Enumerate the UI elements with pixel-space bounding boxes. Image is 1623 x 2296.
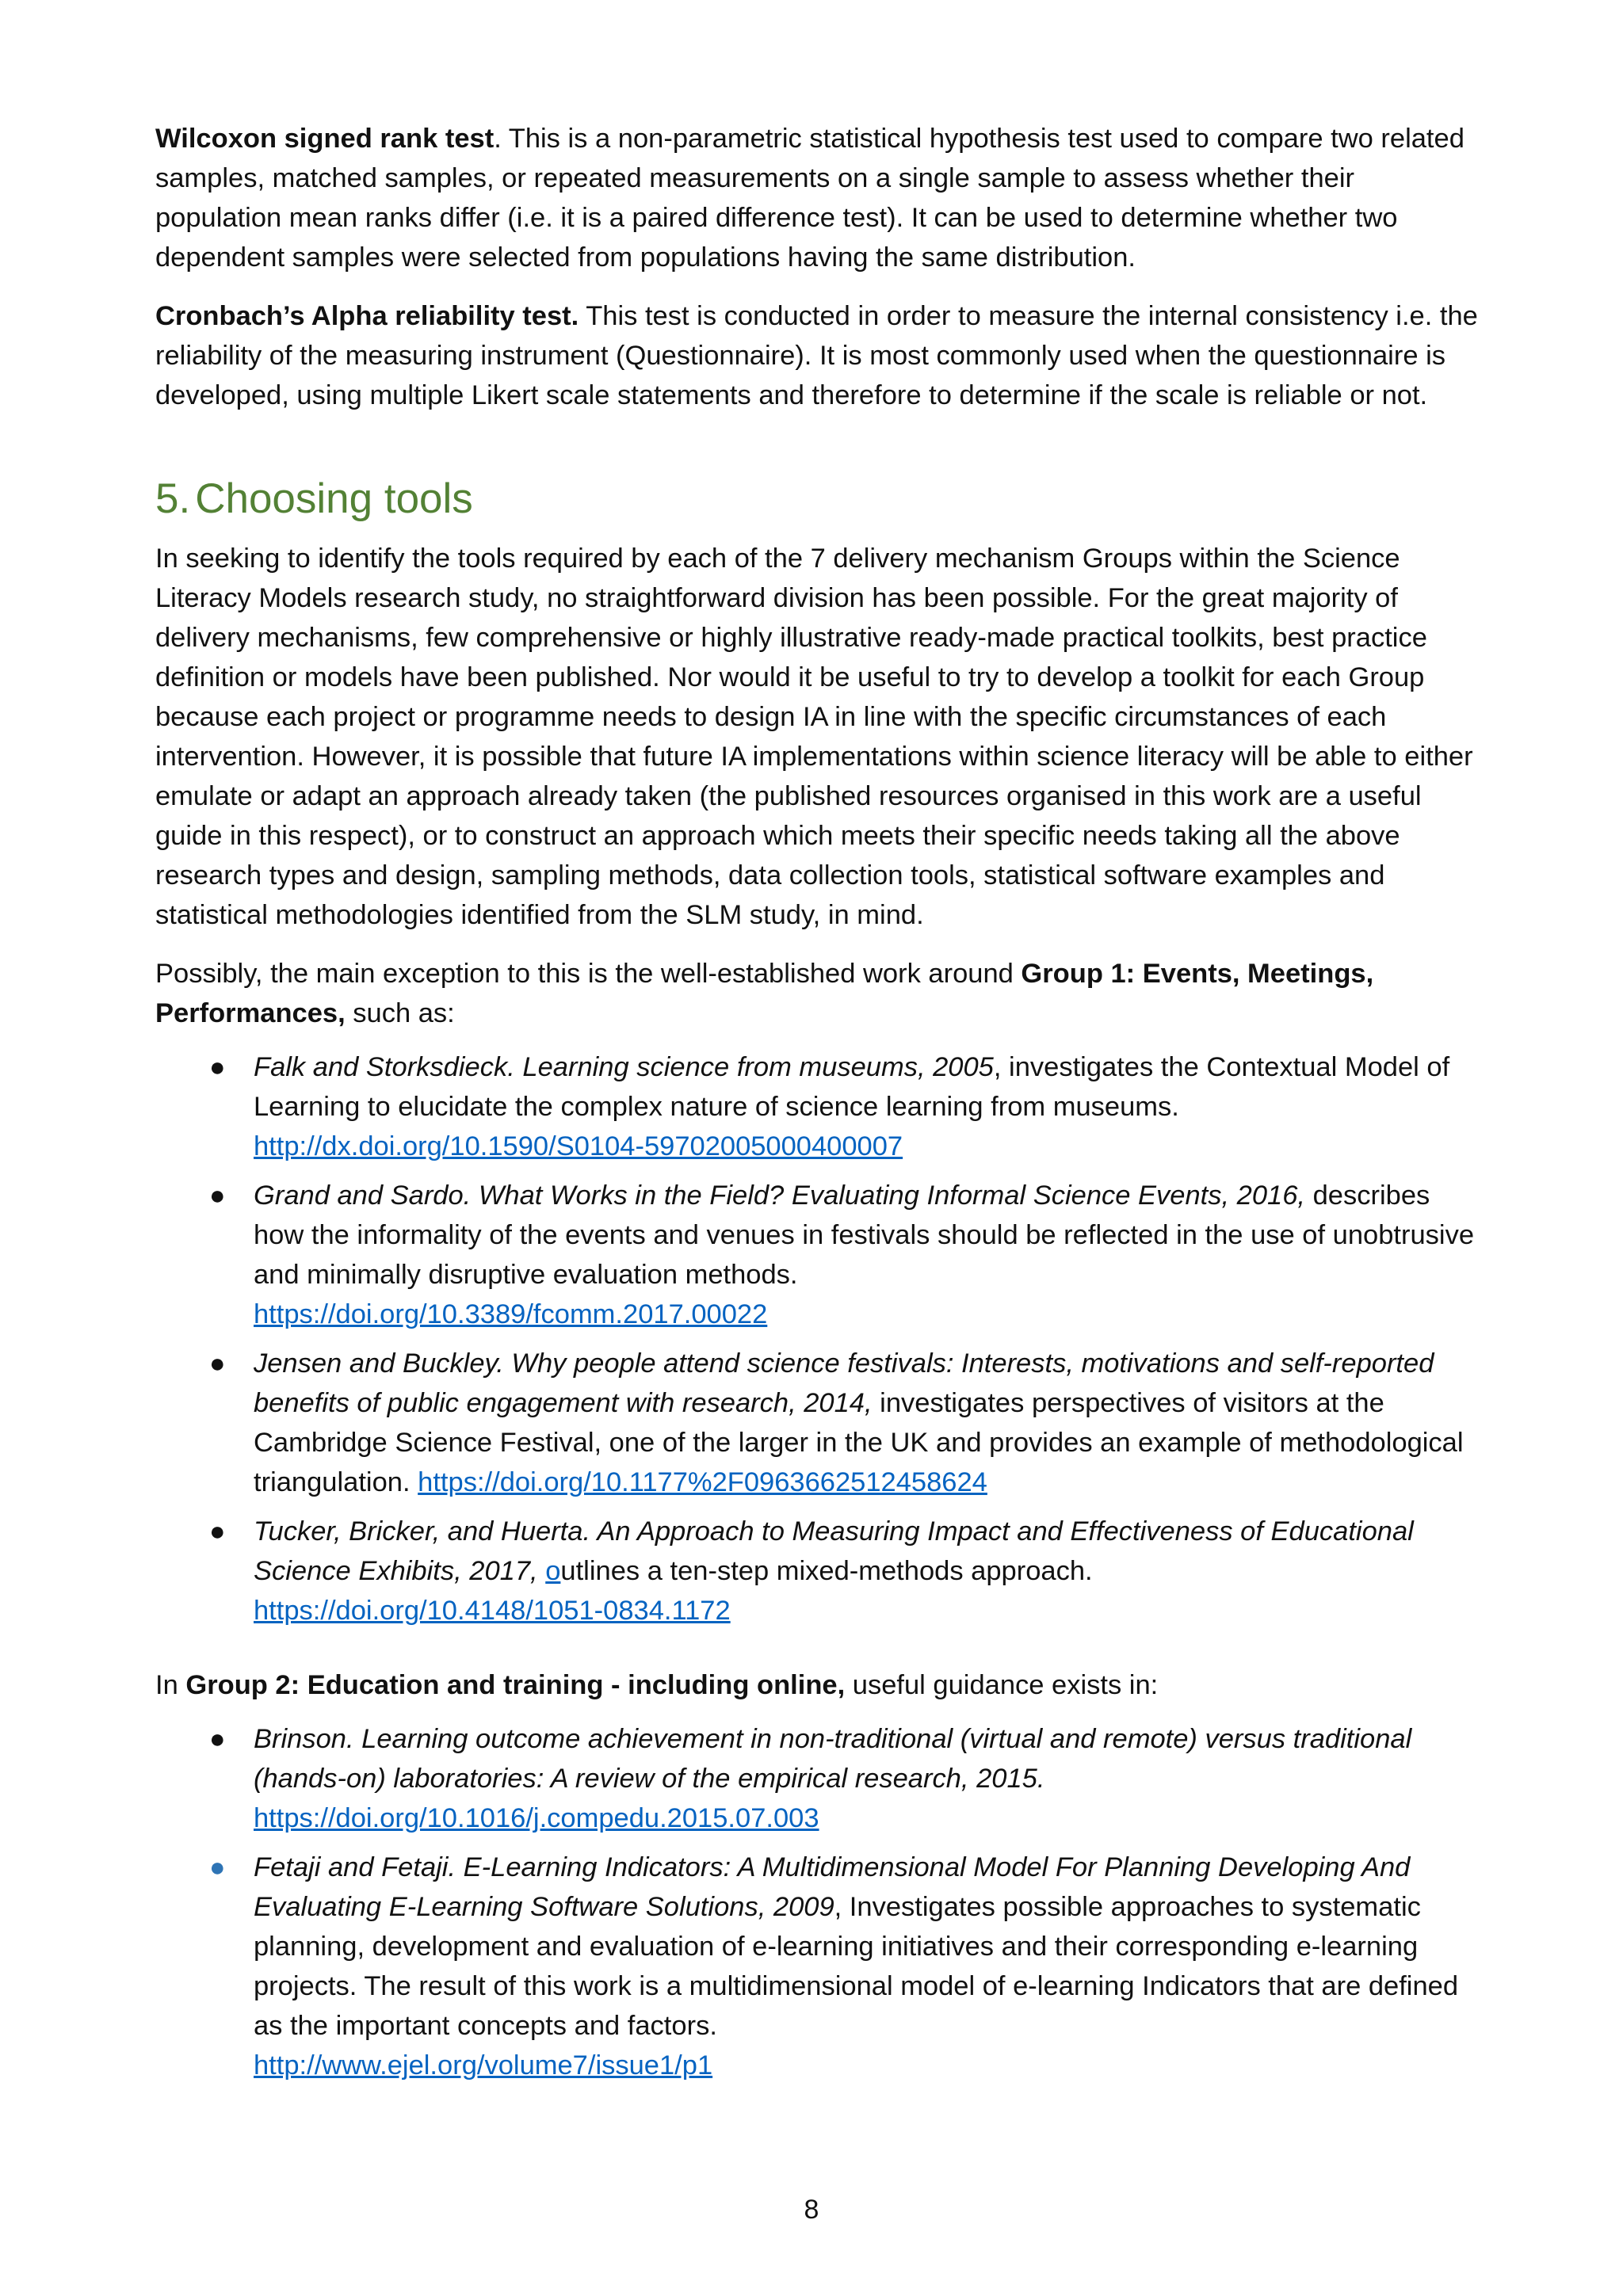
list-item [155,1176,1487,1334]
bullet-icon: ● [209,1516,226,1547]
group1-intro [155,954,1487,1033]
group1-intro-before: Possibly, the main exception to this is the well-established work around [155,959,1022,989]
reference-description: , investigates the Contextual Model of Learning to elucidate the complex nature of science learning from museums. [254,1052,1450,1122]
bullet-icon: ● [209,1052,226,1082]
reference-citation: Tucker, Bricker, and Huerta. An Approach to Measuring Impact and Effectiveness of Educational Science Exhibits, 2017, [254,1516,1414,1586]
list-item [155,1512,1487,1630]
group2-intro [155,1665,1487,1705]
group2-intro-bold: Group 2: Education and training - including online, [185,1670,846,1700]
group1-reference-list [155,1047,1487,1630]
reference-citation: Grand and Sardo. What Works in the Field? Evaluating Informal Science Events, 2016, [254,1180,1306,1211]
section-number: 5. [155,475,191,522]
wilcoxon-paragraph [155,119,1487,277]
list-item [155,1848,1487,2085]
bullet-icon: ● [209,1724,226,1754]
cronbach-paragraph [155,296,1487,415]
reference-citation: Brinson. Learning outcome achievement in non-traditional (virtual and remote) versus traditional (hands-on) laboratories: A review of the empirical research, 2015. [254,1724,1412,1794]
reference-description: utlines a ten-step mixed-methods approach. [560,1556,1093,1586]
inline-link-letter[interactable]: o [545,1556,561,1586]
reference-link[interactable]: http://www.ejel.org/volume7/issue1/p1 [254,2050,713,2081]
reference-description: describes how the informality of the events and venues in festivals should be reflected in the use of unobtrusive and minimally disruptive evaluation methods. [254,1180,1475,1290]
cronbach-term: Cronbach’s Alpha reliability test. [155,301,579,331]
reference-citation: Falk and Storksdieck. Learning science from museums, 2005 [254,1052,994,1082]
bullet-icon: ● [209,1852,226,1882]
reference-link[interactable]: http://dx.doi.org/10.1590/S0104-59702005000400007 [254,1131,903,1161]
wilcoxon-text: . This is a non-parametric statistical hypothesis test used to compare two related samples, matched samples, or repeated measurements on a single sample to assess whether their population mean ranks differ (i.e. it is a paired difference test). It can be used to determine whether two dependent samples were selected from populations having the same distribution. [155,124,1465,273]
wilcoxon-term: Wilcoxon signed rank test [155,124,495,154]
group1-intro-after: such as: [345,998,455,1028]
reference-description: , Investigates possible approaches to systematic planning, development and evaluation of e-learning initiatives and their corresponding e-learning projects. The result of this work is a multidimensional model of e-learning Indicators that are defined as the important concepts and factors. [254,1892,1459,2041]
group2-intro-after: useful guidance exists in: [845,1670,1159,1700]
reference-link[interactable]: https://doi.org/10.3389/fcomm.2017.00022 [254,1299,768,1329]
reference-link[interactable]: https://doi.org/10.1177%2F0963662512458624 [418,1467,987,1497]
reference-link[interactable]: https://doi.org/10.1016/j.compedu.2015.07.003 [254,1803,819,1833]
page-content [155,119,1487,2120]
page-number: 8 [804,2195,819,2225]
section-heading [155,471,1487,528]
link-spacer [411,1467,418,1497]
section-title: Choosing tools [195,475,473,522]
reference-description: investigates perspectives of visitors at the Cambridge Science Festival, one of the larger in the UK and provides an example of methodological triangulation. [254,1388,1464,1497]
reference-citation: Jensen and Buckley. Why people attend science festivals: Interests, motivations and self-reported benefits of public engagement with research, 2014, [254,1348,1434,1418]
bullet-icon: ● [209,1348,226,1379]
reference-citation: Fetaji and Fetaji. E-Learning Indicators: A Multidimensional Model For Planning Developing And Evaluating E-Learning Software Solutions, 2009 [254,1852,1411,1922]
list-item [155,1719,1487,1838]
group2-intro-before: In [155,1670,186,1700]
reference-link[interactable]: https://doi.org/10.4148/1051-0834.1172 [254,1596,731,1626]
group1-intro-bold: Group 1: Events, Meetings, Performances, [155,959,1374,1028]
intro-paragraph: In seeking to identify the tools required by each of the 7 delivery mechanism Groups within the Science Literacy Models research study, no straightforward division has been possible. For the great majority of delivery mechanisms, few comprehensive or highly illustrative ready-made practical toolkits, best practice definition or models have been published. Nor would it be useful to try to develop a toolkit for each Group because each project or programme needs to design IA in line with the specific circumstances of each intervention. However, it is possible that future IA implementations within science literacy will be able to either emulate or adapt an approach already taken (the published resources organised in this work are a useful guide in this respect), or to construct an approach which meets their specific needs taking all the above research types and design, sampling methods, data collection tools, statistical software examples and statistical methodologies identified from the SLM study, in mind. [155,543,1473,930]
group2-reference-list [155,1719,1487,2085]
cronbach-text: This test is conducted in order to measure the internal consistency i.e. the reliability of the measuring instrument (Questionnaire). It is most commonly used when the questionnaire is developed, using multiple Likert scale statements and therefore to determine if the scale is reliable or not. [155,301,1478,410]
list-item [155,1047,1487,1166]
list-item [155,1344,1487,1502]
bullet-icon: ● [209,1180,226,1211]
